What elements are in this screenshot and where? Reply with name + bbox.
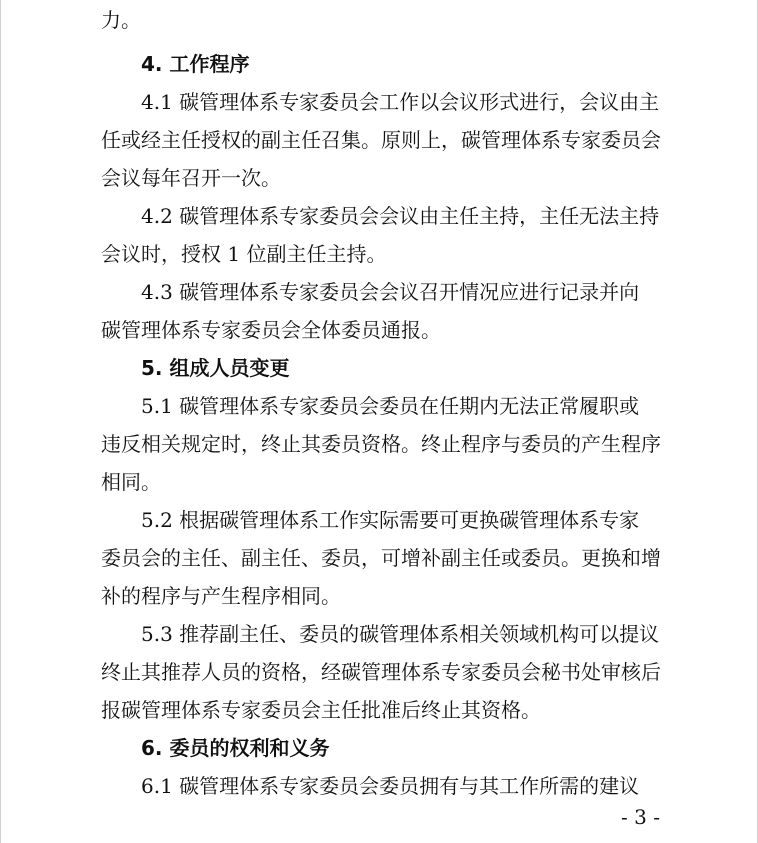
text-line: 4.3 碳管理体系专家委员会会议召开情况应进行记录并向 <box>141 280 640 304</box>
text-line: 5.2 根据碳管理体系工作实际需要可更换碳管理体系专家 <box>141 508 640 532</box>
text-line: 终止其推荐人员的资格，经碳管理体系专家委员会秘书处审核后 <box>101 660 661 684</box>
text-line: 5.3 推荐副主任、委员的碳管理体系相关领域机构可以提议 <box>141 622 660 646</box>
text-line: 会议每年召开一次。 <box>101 166 281 190</box>
text-line: 4.1 碳管理体系专家委员会工作以会议形式进行，会议由主 <box>141 90 660 114</box>
page-number: - 3 - <box>621 805 660 829</box>
text-line: 5.1 碳管理体系专家委员会委员在任期内无法正常履职或 <box>141 394 640 418</box>
text-line: 委员会的主任、副主任、委员，可增补副主任或委员。更换和增 <box>101 546 661 570</box>
text-line: 6.1 碳管理体系专家委员会委员拥有与其工作所需的建议 <box>141 774 640 798</box>
section-heading: 4. 工作程序 <box>141 52 250 76</box>
section-heading: 6. 委员的权利和义务 <box>141 736 330 760</box>
text-line: 任或经主任授权的副主任召集。原则上，碳管理体系专家委员会 <box>101 128 661 152</box>
text-line: 补的程序与产生程序相同。 <box>101 584 341 608</box>
text-line: 违反相关规定时，终止其委员资格。终止程序与委员的产生程序 <box>101 432 661 456</box>
text-line: 力。 <box>101 8 141 32</box>
text-line: 会议时，授权 1 位副主任主持。 <box>101 242 387 266</box>
text-line: 4.2 碳管理体系专家委员会会议由主任主持，主任无法主持 <box>141 204 660 228</box>
text-line: 碳管理体系专家委员会全体委员通报。 <box>101 318 441 342</box>
text-line: 报碳管理体系专家委员会主任批准后终止其资格。 <box>101 698 541 722</box>
text-line: 相同。 <box>101 470 161 494</box>
section-heading: 5. 组成人员变更 <box>141 356 290 380</box>
page-left-border <box>0 0 1 843</box>
